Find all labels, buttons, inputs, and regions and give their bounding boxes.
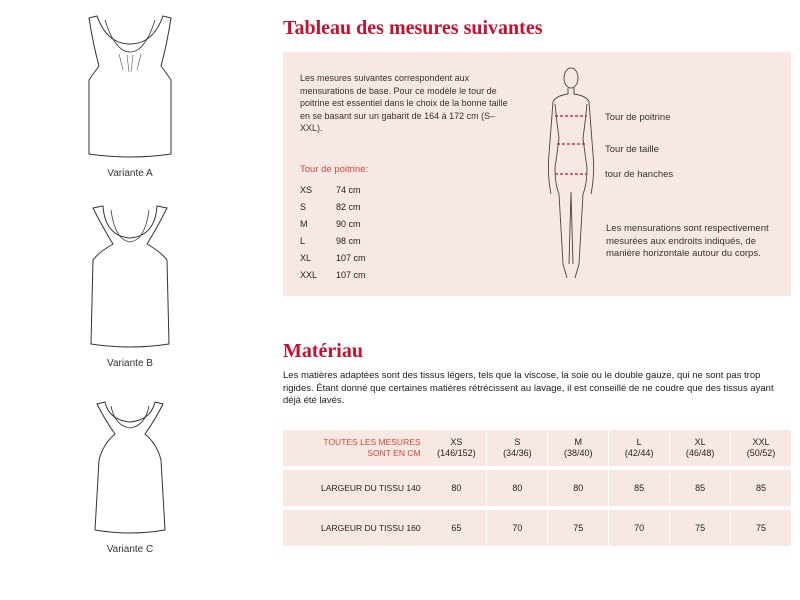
material-title: Matériau: [283, 340, 363, 362]
fabric-header-line1: TOUTES LES MESURES: [323, 437, 421, 447]
figure-note: Les mensurations sont respectivement mesurées aux endroits indiqués, de manière horizontale autour du corps.: [606, 223, 769, 259]
material-text: Les matières adaptées sont des tissus légers, tels que la viscose, la soie ou le double gauze, qui ne sont pas trop rigides. Étant donné que certaines matières rétrécissent au lavage, il est conseillé de ne coudre que des tissus ayant déjà été lavés.: [283, 370, 774, 406]
table-cell: 85: [634, 482, 645, 493]
bust-size-row: [300, 270, 376, 287]
size-label: XS: [300, 185, 313, 195]
measurements-intro: Les mesures suivantes correspondent aux mensurations de base. Pour ce modèle le tour de poitrine est essentiel dans le choix de la bonne taille en se basant sur un gabarit de 164 à 172 cm (S–XXL).: [300, 73, 508, 133]
fabric-header-line2: SONT EN CM: [367, 448, 421, 458]
tank-top-variant-a-drawing: [75, 14, 185, 164]
col-range: (46/48): [685, 448, 715, 458]
bust-title: Tour de poitrine:: [300, 164, 369, 175]
col-range: (38/40): [564, 448, 593, 458]
table-cell: 75: [756, 522, 767, 533]
col-size: M: [574, 437, 583, 447]
table-cell: 65: [451, 522, 462, 533]
bust-size-table: [300, 185, 376, 287]
size-label: XXL: [300, 270, 318, 280]
size-value: 98 cm: [336, 236, 361, 246]
size-value: 90 cm: [336, 219, 361, 229]
col-size: S: [514, 437, 521, 447]
table-cell: 70: [634, 522, 645, 533]
size-label: M: [300, 219, 308, 229]
col-size: XL: [694, 437, 706, 447]
bust-size-row: [300, 202, 376, 219]
body-figure-drawing: [541, 64, 601, 286]
waist-label: Tour de taille: [605, 144, 659, 155]
fabric-col-l: [609, 437, 669, 459]
variant-a-label: Variante A: [107, 168, 153, 179]
table-cell: 70: [512, 522, 523, 533]
bust-label: Tour de poitrine: [605, 112, 671, 123]
measurements-title: Tableau des mesures suivantes: [283, 17, 543, 39]
size-value: 107 cm: [336, 253, 366, 263]
size-value: 74 cm: [336, 185, 361, 195]
variant-b: [60, 204, 200, 369]
size-label: S: [300, 202, 307, 212]
table-cell: 75: [573, 522, 584, 533]
variant-c: [60, 400, 200, 555]
fabric-row-140: [283, 470, 791, 506]
row-label: LARGEUR DU TISSU 140: [321, 483, 421, 493]
col-range: (34/36): [503, 448, 532, 458]
variant-c-label: Variante C: [106, 544, 154, 555]
tank-top-variant-b-drawing: [75, 204, 185, 354]
fabric-col-xxl: [731, 437, 791, 459]
size-value: 82 cm: [336, 202, 361, 212]
table-cell: 85: [695, 482, 706, 493]
fabric-header-label: [283, 437, 421, 459]
variant-b-label: Variante B: [107, 358, 153, 369]
col-size: XS: [450, 437, 463, 447]
bust-size-row: [300, 253, 376, 270]
size-value: 107 cm: [336, 270, 366, 280]
bust-size-row: [300, 236, 376, 253]
col-size: L: [636, 437, 642, 447]
col-range: (42/44): [624, 448, 654, 458]
table-cell: 80: [573, 482, 584, 493]
col-range: (146/152): [437, 448, 476, 458]
bust-size-row: [300, 185, 376, 202]
variant-a: [60, 14, 200, 179]
fabric-col-xs: [426, 437, 486, 459]
table-cell: 80: [451, 482, 462, 493]
table-cell: 80: [512, 482, 523, 493]
size-label: XL: [300, 253, 312, 263]
fabric-col-s: [487, 437, 547, 459]
fabric-col-m: [548, 437, 608, 459]
bust-size-row: [300, 219, 376, 236]
fabric-table-header: [283, 430, 791, 466]
table-cell: 75: [695, 522, 706, 533]
hips-label: tour de hanches: [605, 169, 674, 180]
row-label: LARGEUR DU TISSU 160: [321, 523, 421, 533]
measurements-panel: [283, 52, 791, 296]
size-label: L: [300, 236, 306, 246]
table-cell: 85: [756, 482, 767, 493]
fabric-col-xl: [670, 437, 730, 459]
fabric-row-160: [283, 510, 791, 546]
col-range: (50/52): [746, 448, 776, 458]
fabric-table: [283, 430, 791, 546]
col-size: XXL: [752, 437, 770, 447]
tank-top-variant-c-drawing: [75, 400, 185, 540]
